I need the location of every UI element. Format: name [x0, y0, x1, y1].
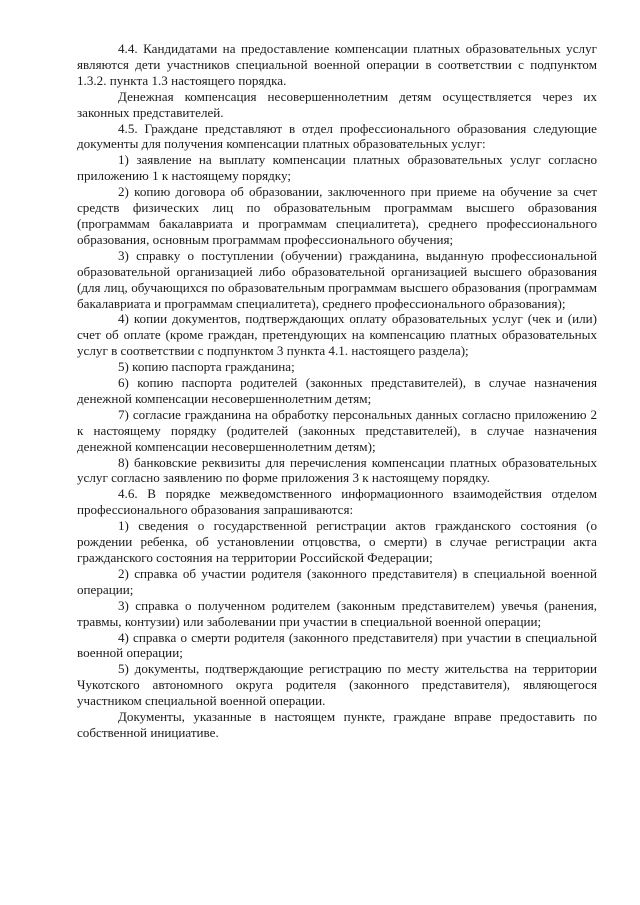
list-item-4-5-3: 3) справку о поступлении (обучении) гражданина, выданную профессиональной образовательной организацией либо образовательной организацией высшего образования (для лиц, обучающихся по образовательным программам высшего образования (программам бакалавриата и программам специалитета), среднего профессионального образования);: [77, 247, 597, 311]
document-body: [77, 41, 597, 741]
list-item-4-5-1: 1) заявление на выплату компенсации платных образовательных услуг согласно приложению 1 к настоящему порядку;: [77, 152, 597, 184]
list-item-4-5-2: 2) копию договора об образовании, заключенного при приеме на обучение за счет средств физических лиц по образовательным программам высшего образования (программам бакалавриата и программам специалитета), среднего профессионального образования, основным программам профессионального обучения;: [77, 184, 597, 247]
paragraph-4-6: 4.6. В порядке межведомственного информационного взаимодействия отделом профессионального образования запрашиваются:: [77, 486, 597, 518]
list-item-4-5-8: 8) банковские реквизиты для перечисления компенсации платных образовательных услуг согласно заявлению по форме приложения 3 к настоящему порядку.: [77, 454, 597, 486]
list-item-4-5-6: 6) копию паспорта родителей (законных представителей), в случае назначения денежной компенсации несовершеннолетним детям;: [77, 375, 597, 406]
list-item-4-5-7: 7) согласие гражданина на обработку персональных данных согласно приложению 2 к настоящему порядку (родителей (законных представителей), в случае назначения денежной компенсации несовершеннолетним детям);: [77, 406, 597, 454]
list-item-4-5-4: 4) копии документов, подтверждающих оплату образовательных услуг (чек и (или) счет об оплате (кроме граждан, претендующих на компенсацию платных образовательных услуг в соответствии с подпунктом 3 пункта 4.1. настоящего раздела);: [77, 311, 597, 359]
list-item-4-6-5: 5) документы, подтверждающие регистрацию по месту жительства на территории Чукотского автономного округа родителя (законного представителя), являющегося участником специальной военной операции.: [77, 661, 597, 709]
list-item-4-6-3: 3) справка о полученном родителем (законным представителем) увечья (ранения, травмы, контузии) или заболевании при участии в специальной военной операции;: [77, 597, 597, 629]
list-item-4-5-5: 5) копию паспорта гражданина;: [118, 359, 295, 375]
list-item-4-6-2: 2) справка об участии родителя (законного представителя) в специальной военной операции;: [77, 565, 597, 597]
list-item-4-6-4: 4) справка о смерти родителя (законного представителя) при участии в специальной военной операции;: [77, 629, 597, 661]
paragraph-4-5: 4.5. Граждане представляют в отдел профессионального образования следующие документы для получения компенсации платных образовательных услуг:: [77, 120, 597, 152]
paragraph-compensation-note: Денежная компенсация несовершеннолетним детям осуществляется через их законных представителей.: [77, 88, 597, 120]
list-item-4-6-1: 1) сведения о государственной регистрации актов гражданского состояния (о рождении ребенка, об установлении отцовства, о смерти) в случае регистрации акта гражданского состояния на территории Российской Федерации;: [77, 518, 597, 565]
paragraph-4-4: 4.4. Кандидатами на предоставление компенсации платных образовательных услуг являются дети участников специальной военной операции в соответствии с подпунктом 1.3.2. пункта 1.3 настоящего порядка.: [77, 41, 597, 88]
paragraph-closing-note: Документы, указанные в настоящем пункте, граждане вправе предоставить по собственной инициативе.: [77, 709, 597, 740]
